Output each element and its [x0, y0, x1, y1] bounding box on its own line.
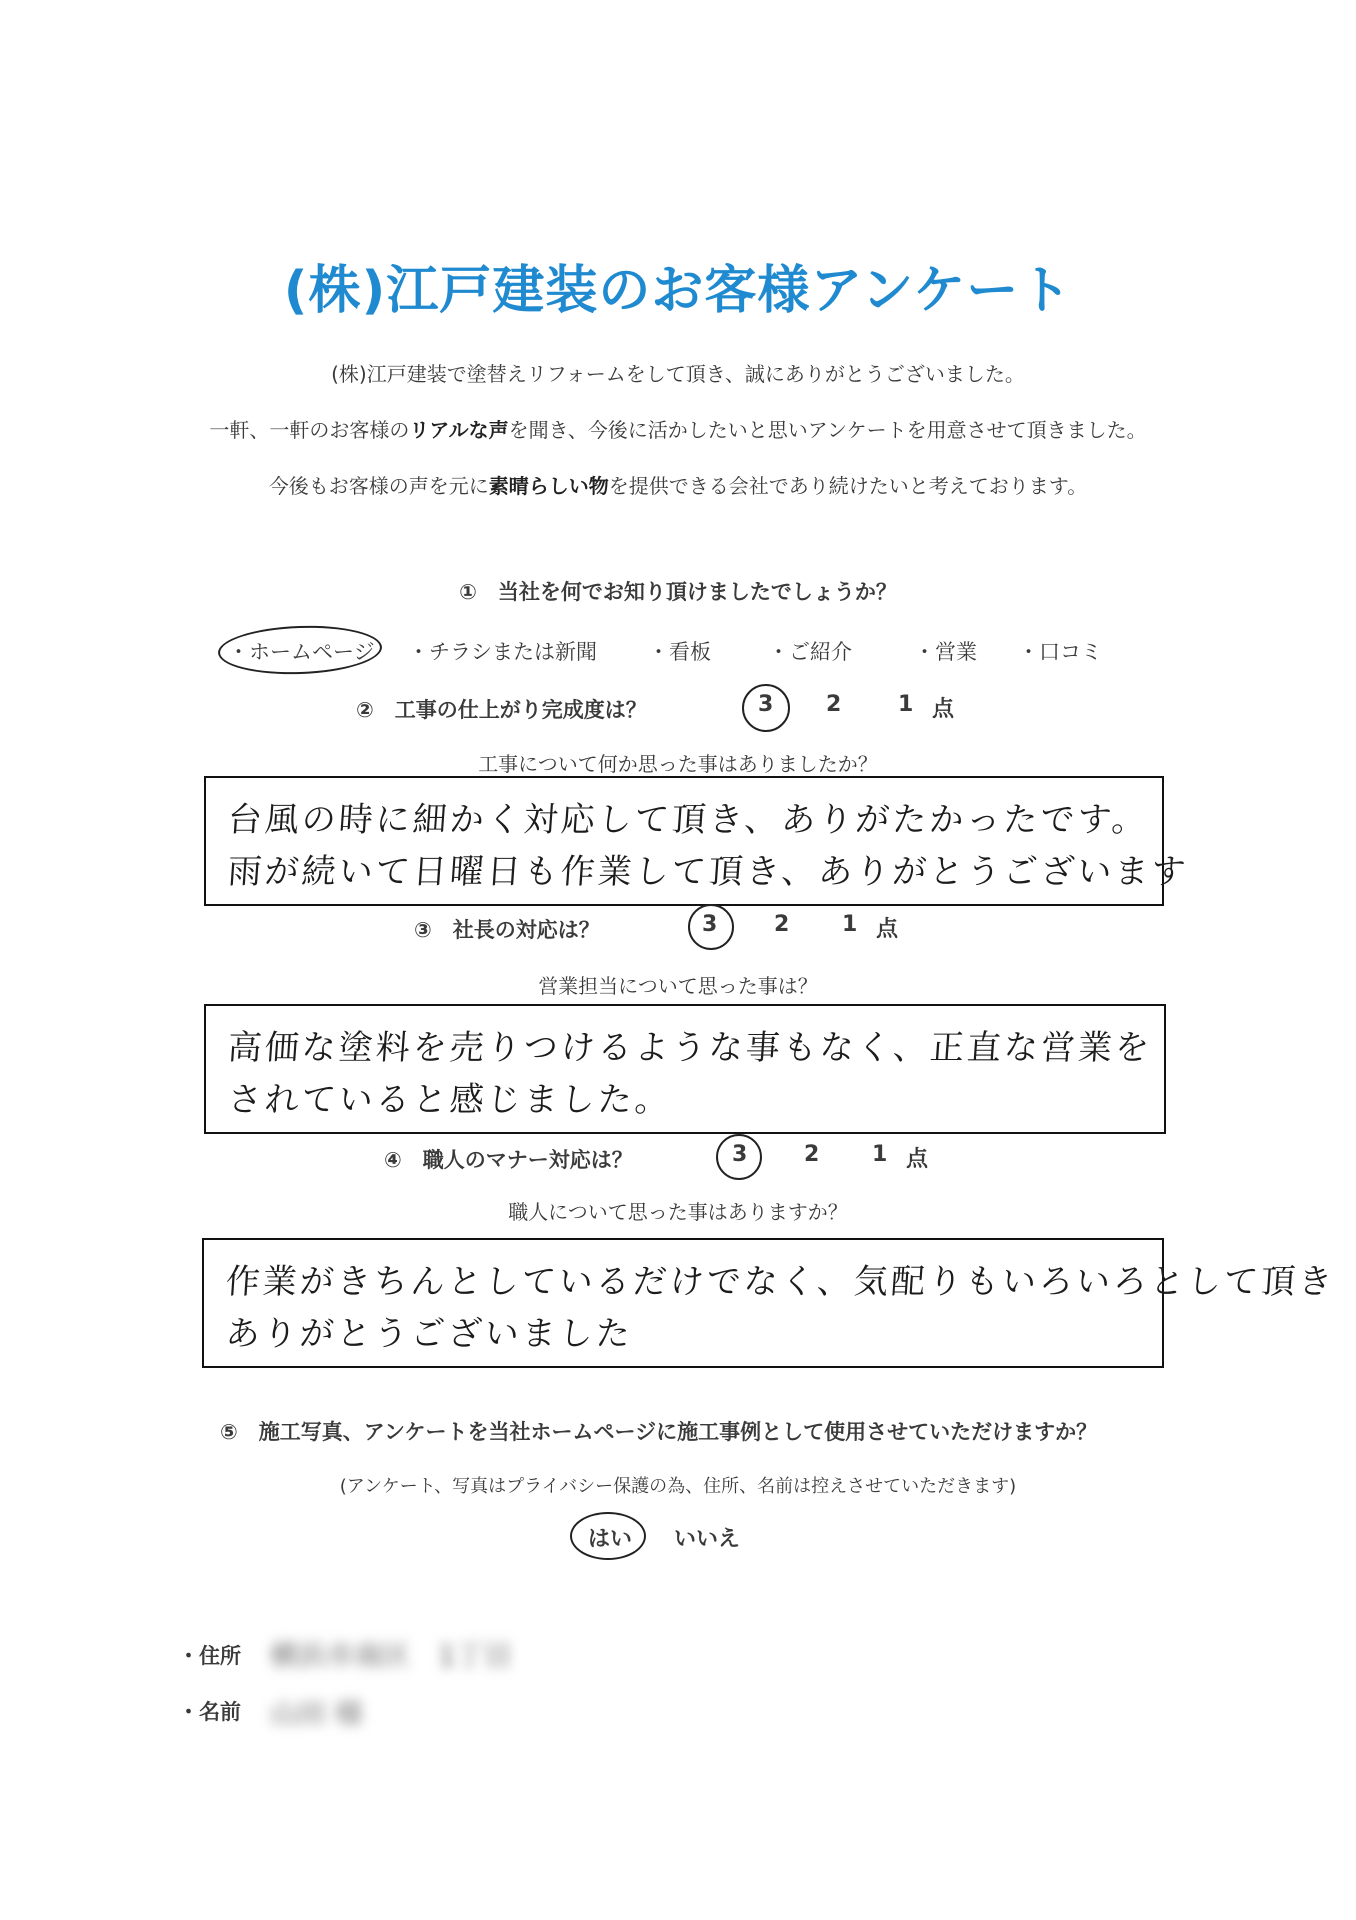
- q4-selected-circle: [716, 1134, 762, 1180]
- q1-option-homepage: ・ホームページ: [228, 640, 375, 664]
- q1-option-sales: ・営業: [914, 640, 977, 664]
- q2-unit: 点: [932, 697, 955, 722]
- q3-subquestion: 営業担当について思った事は？: [538, 974, 818, 998]
- q1-option-signboard: ・看板: [648, 640, 711, 664]
- q3-score-1: 1: [842, 912, 858, 937]
- q3-answer-box: [204, 1004, 1166, 1134]
- q4-score-1: 1: [872, 1142, 888, 1167]
- name-label: ・名前: [178, 1700, 241, 1724]
- q2-score-3: 3: [758, 692, 774, 717]
- q3-answer-line-1: 高価な塗料を売りつけるような事もなく、正直な営業を: [226, 1028, 1154, 1068]
- question-4: ④ 職人のマナー対応は？: [384, 1148, 633, 1172]
- emphasis-real-voice: リアルな声: [409, 418, 509, 442]
- q5-privacy-note: (アンケート、写真はプライバシー保護の為、住所、名前は控えさせていただきます): [339, 1476, 1017, 1497]
- q3-unit: 点: [876, 917, 899, 942]
- q3-score-3: 3: [702, 912, 718, 937]
- question-2: ② 工事の仕上がり完成度は？: [356, 698, 647, 722]
- q4-answer-box: [202, 1238, 1337, 1368]
- q2-subquestion: 工事について何か思った事はありましたか？: [478, 752, 878, 776]
- q4-subquestion: 職人について思った事はありますか？: [508, 1200, 848, 1224]
- address-label: ・住所: [178, 1644, 241, 1668]
- q2-answer-line-2: 雨が続いて日曜日も作業して頂き、ありがとうございます: [226, 852, 1190, 892]
- intro-line-2: 一軒、一軒のお客様のリアルな声を聞き、今後に活かしたいと思いアンケートを用意させて頂きました。: [209, 418, 1147, 442]
- address-value-blurred: 横浜市南区 1丁目: [270, 1639, 512, 1672]
- question-1: ① 当社を何でお知り頂けましたでしょうか？: [459, 580, 897, 604]
- q2-answer-line-1: 台風の時に細かく対応して頂き、ありがたかったです。: [226, 800, 1151, 840]
- emphasis-wonderful-things: 素晴らしい物: [488, 474, 609, 498]
- q4-score-2: 2: [804, 1142, 820, 1167]
- name-value-blurred: 山田 様: [270, 1697, 363, 1730]
- intro-line-3: 今後もお客様の声を元に素晴らしい物を提供できる会社であり続けたいと考えております。: [268, 474, 1088, 498]
- q1-option-word-of-mouth: ・口コミ: [1018, 640, 1102, 664]
- q5-option-yes: はい: [588, 1527, 633, 1552]
- q3-answer-line-2: されていると感じました。: [226, 1080, 674, 1120]
- q4-unit: 点: [906, 1147, 929, 1172]
- q5-selected-circle: [570, 1512, 646, 1560]
- q3-score-2: 2: [774, 912, 790, 937]
- q4-answer-line-2: ありがとうございました: [224, 1314, 635, 1354]
- q4-answer-line-1: 作業がきちんとしているだけでなく、気配りもいろいろとして頂き: [224, 1262, 1337, 1302]
- q5-option-no: いいえ: [674, 1527, 741, 1552]
- q2-score-1: 1: [898, 692, 914, 717]
- q3-selected-circle: [688, 904, 734, 950]
- q2-selected-circle: [742, 684, 790, 732]
- q1-option-flyer: ・チラシまたは新聞: [408, 640, 597, 664]
- question-3: ③ 社長の対応は？: [414, 918, 600, 942]
- q2-answer-box: [204, 776, 1190, 906]
- q1-option-referral: ・ご紹介: [768, 640, 852, 664]
- question-5: ⑤ 施工写真、アンケートを当社ホームページに施工事例として使用させていただけますか？: [220, 1420, 1098, 1444]
- q2-score-2: 2: [826, 692, 842, 717]
- page-title: (株)江戸建装のお客様アンケート: [283, 261, 1073, 321]
- q4-score-3: 3: [732, 1142, 748, 1167]
- intro-line-1: (株)江戸建装で塗替えリフォームをして頂き、誠にありがとうございました。: [331, 362, 1025, 386]
- q1-selected-circle: [217, 623, 383, 677]
